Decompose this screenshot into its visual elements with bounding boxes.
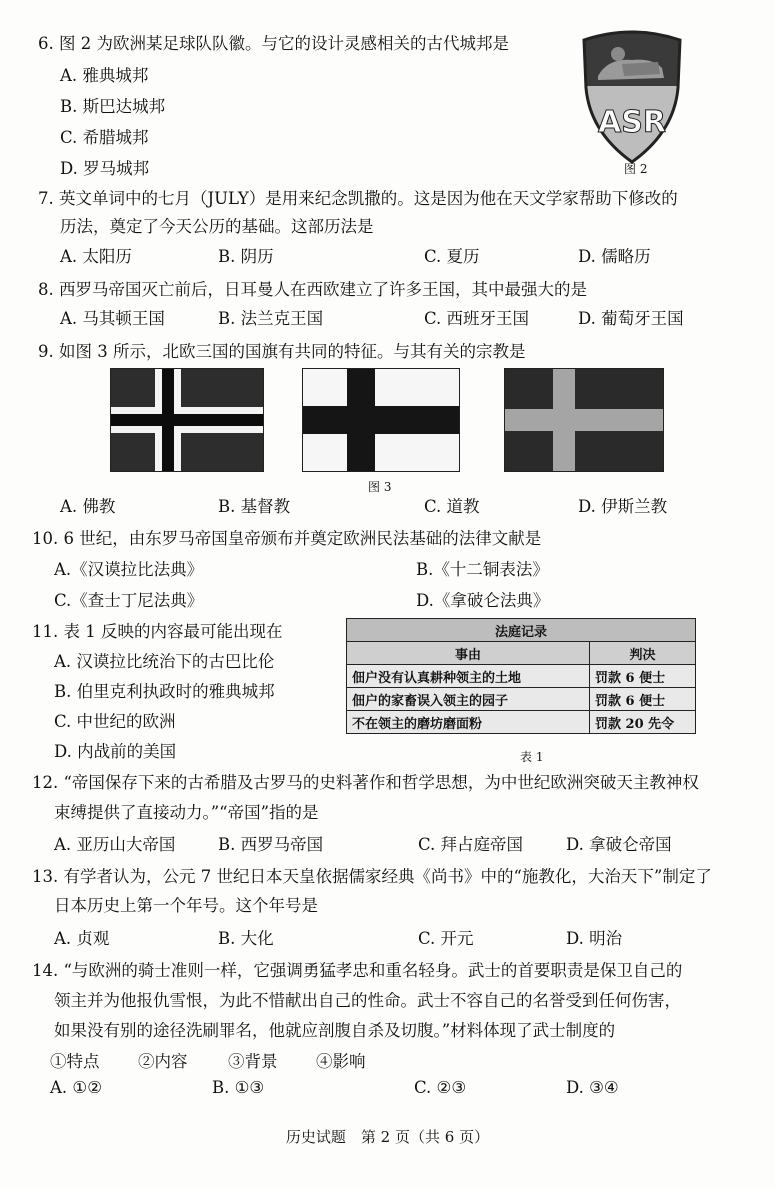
q10-option-a: A.《汉谟拉比法典》: [54, 560, 204, 579]
table-cell: 罚款 6 便士: [590, 688, 696, 711]
q13-option-a: A. 贞观: [54, 929, 110, 948]
q7-stem-line2: 历法，奠定了今天公历的基础。这部历法是: [60, 217, 374, 236]
q10-option-b: B.《十二铜表法》: [416, 560, 549, 579]
q13-option-c: C. 开元: [418, 929, 474, 948]
table-row: [347, 711, 696, 734]
q11-option-b: B. 伯里克利执政时的雅典城邦: [54, 682, 275, 701]
football-club-emblem: [578, 28, 686, 168]
q11-option-c: C. 中世纪的欧洲: [54, 712, 176, 731]
emblem-lettering: ASR: [598, 105, 666, 140]
table-cell: 佃户没有认真耕种领主的土地: [347, 665, 590, 688]
q6-option-a: A. 雅典城邦: [60, 66, 149, 85]
q7-option-d: D. 儒略历: [578, 247, 651, 266]
q13-stem-line1: 13. 有学者认为，公元 7 世纪日本天皇依据儒家经典《尚书》中的“施教化，大治天下”制定了: [32, 867, 712, 886]
table-cell: 不在领主的磨坊磨面粉: [347, 711, 590, 734]
q10-stem: 10. 6 世纪，由东罗马帝国皇帝颁布并奠定欧洲民法基础的法律文献是: [32, 529, 542, 548]
q9-option-b: B. 基督教: [218, 497, 291, 516]
figure-3-caption: 图 3: [368, 480, 392, 494]
q11-option-a: A. 汉谟拉比统治下的古巴比伦: [54, 652, 275, 671]
table-cell: 罚款 6 便士: [590, 665, 696, 688]
q14-stem-line1: 14. “与欧洲的骑士准则一样，它强调勇猛孝忠和重名轻身。武士的首要职责是保卫自己的: [32, 961, 683, 980]
q14-stem-line3: 如果没有别的途径洗刷罪名，他就应剖腹自杀及切腹。”材料体现了武士制度的: [54, 1021, 616, 1040]
court-table-title: 法庭记录: [347, 619, 696, 642]
q8-option-a: A. 马其顿王国: [60, 309, 165, 328]
q9-option-d: D. 伊斯兰教: [578, 497, 668, 516]
figure-2-caption: 图 2: [624, 162, 648, 176]
table-1-caption: 表 1: [520, 750, 544, 764]
q14-option-d: D. ③④: [566, 1078, 619, 1097]
q9-option-c: C. 道教: [424, 497, 480, 516]
table-row: [347, 688, 696, 711]
q12-option-b: B. 西罗马帝国: [218, 835, 324, 854]
q8-stem: 8. 西罗马帝国灭亡前后，日耳曼人在西欧建立了许多王国，其中最强大的是: [38, 280, 587, 299]
q14-item-3: ③背景: [228, 1052, 278, 1071]
court-table-header-cause: 事由: [347, 642, 590, 665]
court-table-header-verdict: 判决: [590, 642, 696, 665]
q14-option-b: B. ①③: [212, 1078, 265, 1097]
q14-item-2: ②内容: [138, 1052, 188, 1071]
q12-option-d: D. 拿破仑帝国: [566, 835, 672, 854]
flag-finland: [302, 368, 460, 472]
q13-option-d: D. 明治: [566, 929, 623, 948]
flag-sweden: [504, 368, 664, 472]
q6-option-c: C. 希腊城邦: [60, 128, 149, 147]
q13-stem-line2: 日本历史上第一个年号。这个年号是: [54, 896, 318, 915]
q14-item-4: ④影响: [316, 1052, 366, 1071]
q12-option-a: A. 亚历山大帝国: [54, 835, 176, 854]
q12-stem-line1: 12. “帝国保存下来的古希腊及古罗马的史料著作和哲学思想，为中世纪欧洲突破天主教神权: [32, 773, 699, 792]
q10-option-c: C.《查士丁尼法典》: [54, 591, 204, 610]
q11-stem: 11. 表 1 反映的内容最可能出现在: [32, 622, 283, 641]
q8-option-d: D. 葡萄牙王国: [578, 309, 684, 328]
q6-option-b: B. 斯巴达城邦: [60, 97, 166, 116]
q6-option-d: D. 罗马城邦: [60, 159, 150, 178]
q12-stem-line2: 束缚提供了直接动力。”“帝国”指的是: [54, 803, 319, 822]
page-footer: 历史试题 第 2 页（共 6 页）: [285, 1128, 490, 1146]
q14-option-a: A. ①②: [50, 1078, 102, 1097]
q9-stem: 9. 如图 3 所示，北欧三国的国旗有共同的特征。与其有关的宗教是: [38, 342, 526, 361]
q6-stem: 6. 图 2 为欧洲某足球队队徽。与它的设计灵感相关的古代城邦是: [38, 34, 509, 53]
q7-option-b: B. 阴历: [218, 247, 274, 266]
q8-option-b: B. 法兰克王国: [218, 309, 324, 328]
q9-option-a: A. 佛教: [60, 497, 116, 516]
q7-option-c: C. 夏历: [424, 247, 480, 266]
q10-option-d: D.《拿破仑法典》: [416, 591, 550, 610]
court-record-table: [346, 618, 696, 734]
q7-stem-line1: 7. 英文单词中的七月（JULY）是用来纪念凯撒的。这是因为他在天文学家帮助下修改的: [38, 189, 678, 208]
q8-option-c: C. 西班牙王国: [424, 309, 530, 328]
flag-norway: [110, 368, 264, 472]
q14-item-1: ①特点: [50, 1052, 100, 1071]
table-cell: 罚款 20 先令: [590, 711, 696, 734]
q7-option-a: A. 太阳历: [60, 247, 132, 266]
q14-option-c: C. ②③: [414, 1078, 467, 1097]
table-cell: 佃户的家畜误入领主的园子: [347, 688, 590, 711]
q11-option-d: D. 内战前的美国: [54, 742, 177, 761]
q12-option-c: C. 拜占庭帝国: [418, 835, 524, 854]
q14-stem-line2: 领主并为他报仇雪恨，为此不惜献出自己的性命。武士不容自己的名誉受到任何伤害，: [54, 991, 681, 1010]
table-row: [347, 665, 696, 688]
q13-option-b: B. 大化: [218, 929, 274, 948]
